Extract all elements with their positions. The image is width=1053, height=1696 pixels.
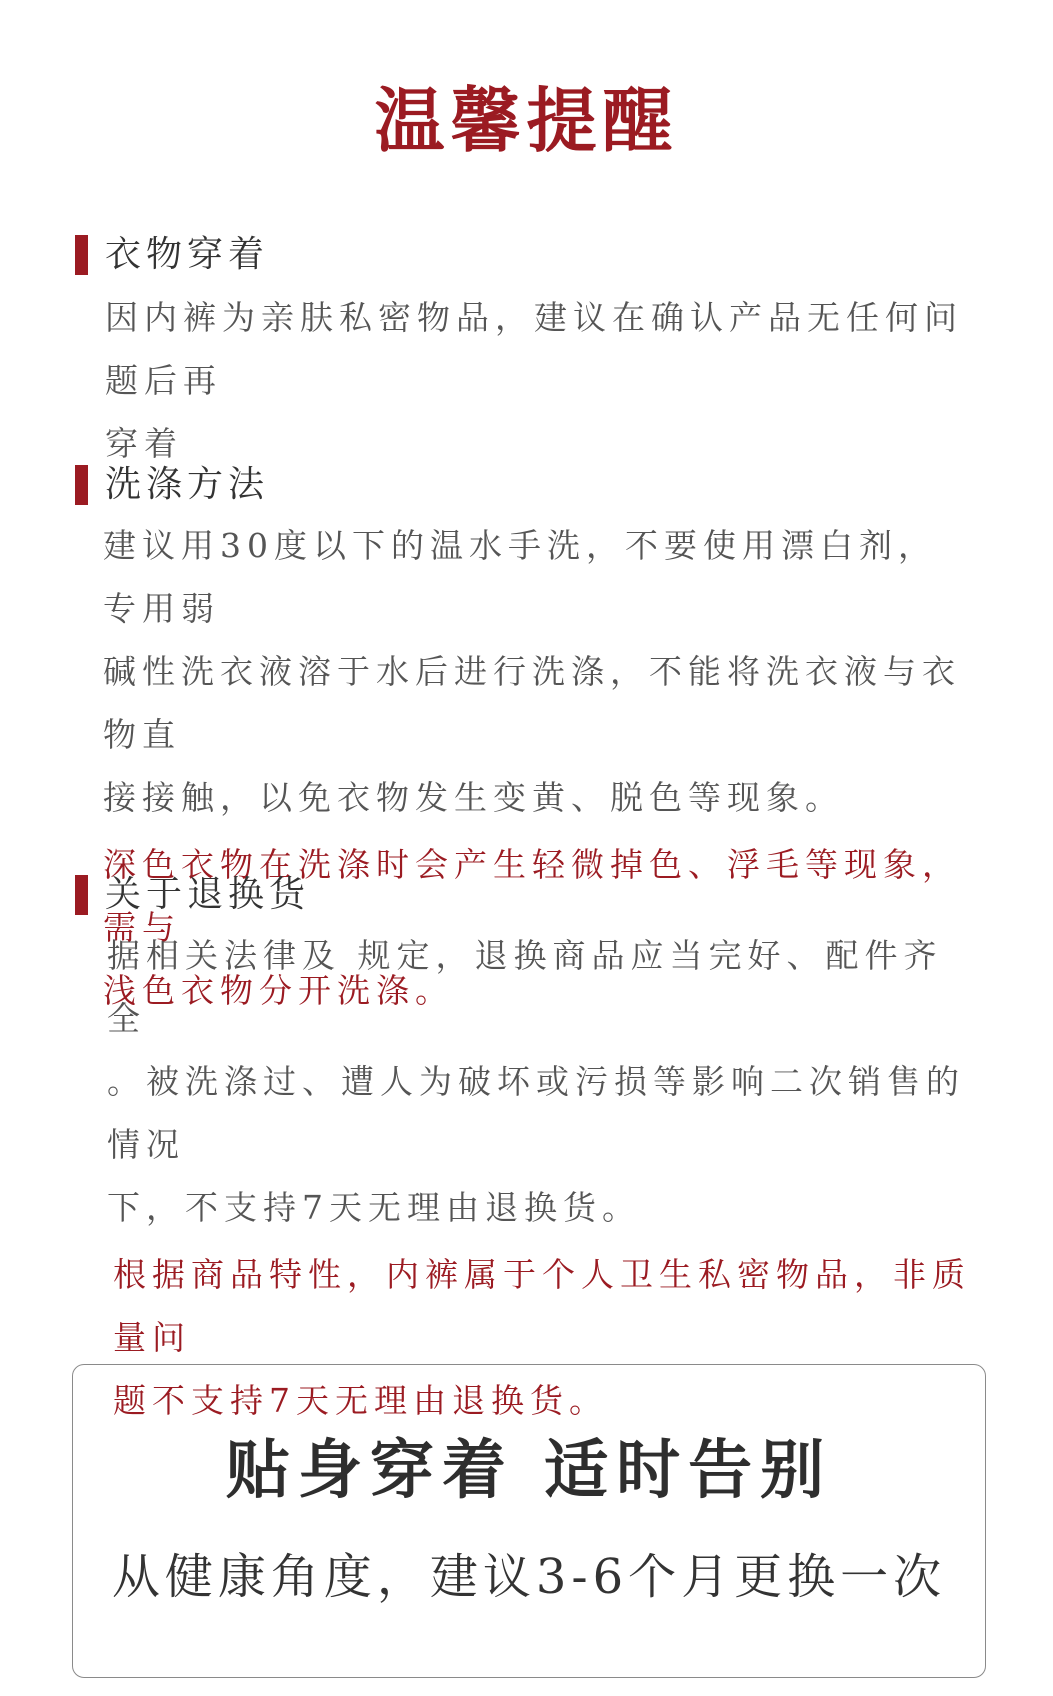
notice-title: 贴身穿着 适时告别 xyxy=(225,1433,833,1508)
heading-accent-bar xyxy=(75,465,88,505)
section-heading-text: 关于退换货 xyxy=(105,874,311,915)
section-paragraph: 建议用30度以下的温水手洗，不要使用漂白剂，专用弱 碱性洗衣液溶于水后进行洗涤，不能将洗衣液与衣物直 接接触，以免衣物发生变黄、脱色等现象。 xyxy=(103,526,961,817)
heading-accent-bar xyxy=(75,875,88,915)
notice-subtitle: 从健康角度，建议3-6个月更换一次 xyxy=(111,1549,947,1605)
section-warning-paragraph: 根据商品特性，内裤属于个人卫生私密物品，非质量问 题不支持7天无理由退换货。 xyxy=(113,1255,971,1420)
section-heading xyxy=(75,460,975,510)
section-heading-text: 洗涤方法 xyxy=(105,464,270,505)
section-heading-text: 衣物穿着 xyxy=(105,234,270,275)
section-heading xyxy=(75,230,975,280)
section-returns xyxy=(75,870,975,1432)
section-heading xyxy=(75,870,975,920)
notice-box xyxy=(72,1364,986,1678)
section-warning-paragraph: 深色衣物在洗涤时会产生轻微掉色、浮毛等现象，需与 浅色衣物分开洗涤。 xyxy=(103,845,961,1010)
heading-accent-bar xyxy=(75,235,88,275)
section-paragraph: 据相关法律及 规定，退换商品应当完好、配件齐全 。被洗涤过、遭人为破坏或污损等影响二次销售的情况 下，不支持7天无理由退换货。 xyxy=(107,936,965,1227)
page-title: 温馨提醒 xyxy=(374,79,679,162)
section-clothing-wear xyxy=(75,230,975,475)
section-paragraph: 因内裤为亲肤私密物品，建议在确认产品无任何问题后再 穿着 xyxy=(105,298,963,463)
